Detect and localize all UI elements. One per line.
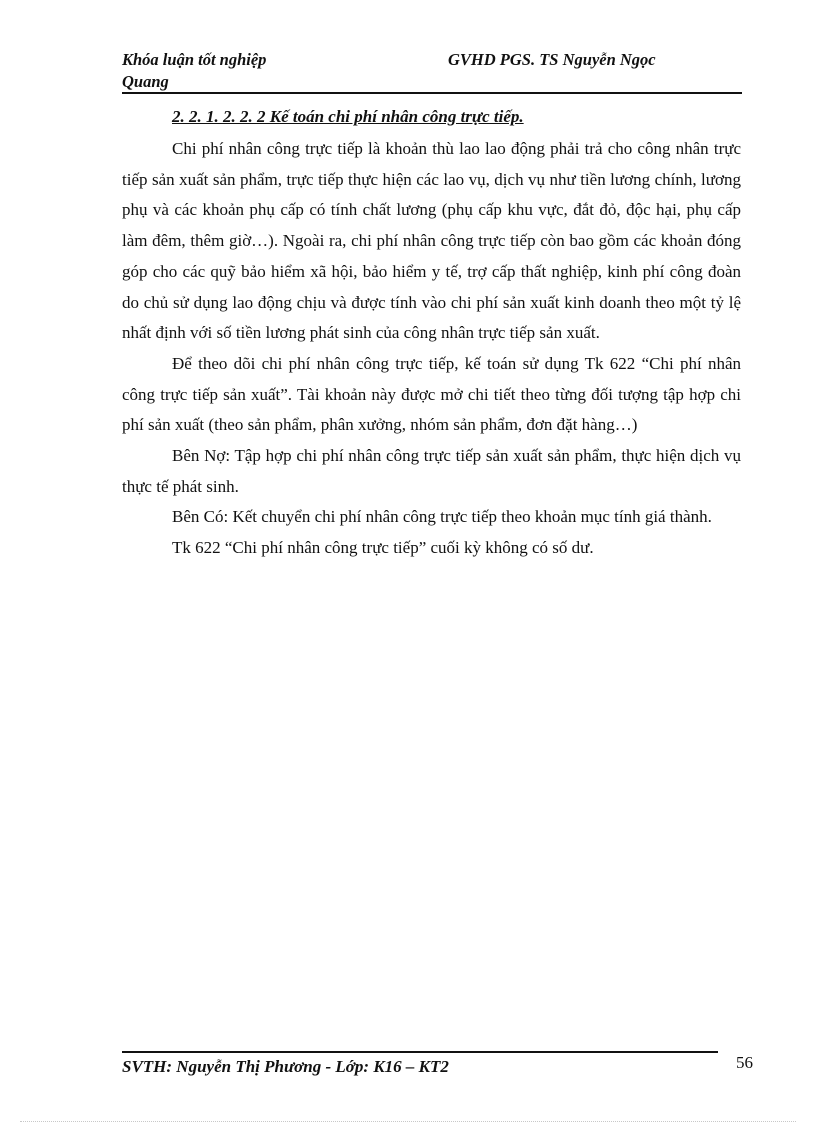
paragraph-account: Để theo dõi chi phí nhân công trực tiếp, kế toán sử dụng Tk 622 “Chi phí nhân công trực tiếp sản xuất”. Tài khoản này được mở chi tiết theo từng đối tượng tập hợp chi phí sản xuất (theo sản phẩm, phân xưởng, nhóm sản phẩm, đơn đặt hàng…) bbox=[122, 353, 741, 435]
footer-student-info: SVTH: Nguyễn Thị Phương - Lớp: K16 – KT2 bbox=[122, 1057, 449, 1076]
header-supervisor: GVHD PGS. TS Nguyễn Ngọc bbox=[448, 50, 656, 69]
paragraph-credit: Bên Có: Kết chuyển chi phí nhân công trực tiếp theo khoản mục tính giá thành. bbox=[172, 507, 712, 527]
header-thesis-line1: Khóa luận tốt nghiệp bbox=[122, 50, 267, 69]
header-thesis-line2: Quang bbox=[122, 72, 169, 91]
paragraph-balance: Tk 622 “Chi phí nhân công trực tiếp” cuối kỳ không có số dư. bbox=[172, 538, 594, 558]
page-header bbox=[122, 47, 742, 95]
header-thesis-label bbox=[122, 49, 322, 93]
paragraph-definition: Chi phí nhân công trực tiếp là khoản thù lao lao động phải trả cho công nhân trực tiếp sản xuất sản phẩm, trực tiếp thực hiện các lao vụ, dịch vụ như tiền lương chính, lương phụ và các khoản phụ cấp có tính chất lương (phụ cấp khu vực, đắt đỏ, độc hại, phụ cấp làm đêm, thêm giờ…). Ngoài ra, chi phí nhân công trực tiếp còn bao gồm các khoản đóng góp cho các quỹ bảo hiểm xã hội, bảo hiểm y tế, trợ cấp thất nghiệp, kinh phí công đoàn do chủ sử dụng lao động chịu và được tính vào chi phí sản xuất kinh doanh theo một tỷ lệ nhất định với số tiền lương phát sinh của công nhân trực tiếp sản xuất. bbox=[122, 139, 741, 343]
header-divider bbox=[122, 92, 742, 94]
paragraph-debit: Bên Nợ: Tập hợp chi phí nhân công trực tiếp sản xuất sản phẩm, thực hiện dịch vụ thực tế phát sinh. bbox=[122, 446, 741, 496]
page-edge-dotted-line bbox=[20, 1121, 796, 1122]
section-title: 2. 2. 1. 2. 2. 2 Kế toán chi phí nhân công trực tiếp. bbox=[172, 107, 524, 126]
page-body bbox=[122, 104, 741, 564]
footer-divider bbox=[122, 1051, 718, 1053]
page-number: 56 bbox=[736, 1053, 753, 1072]
